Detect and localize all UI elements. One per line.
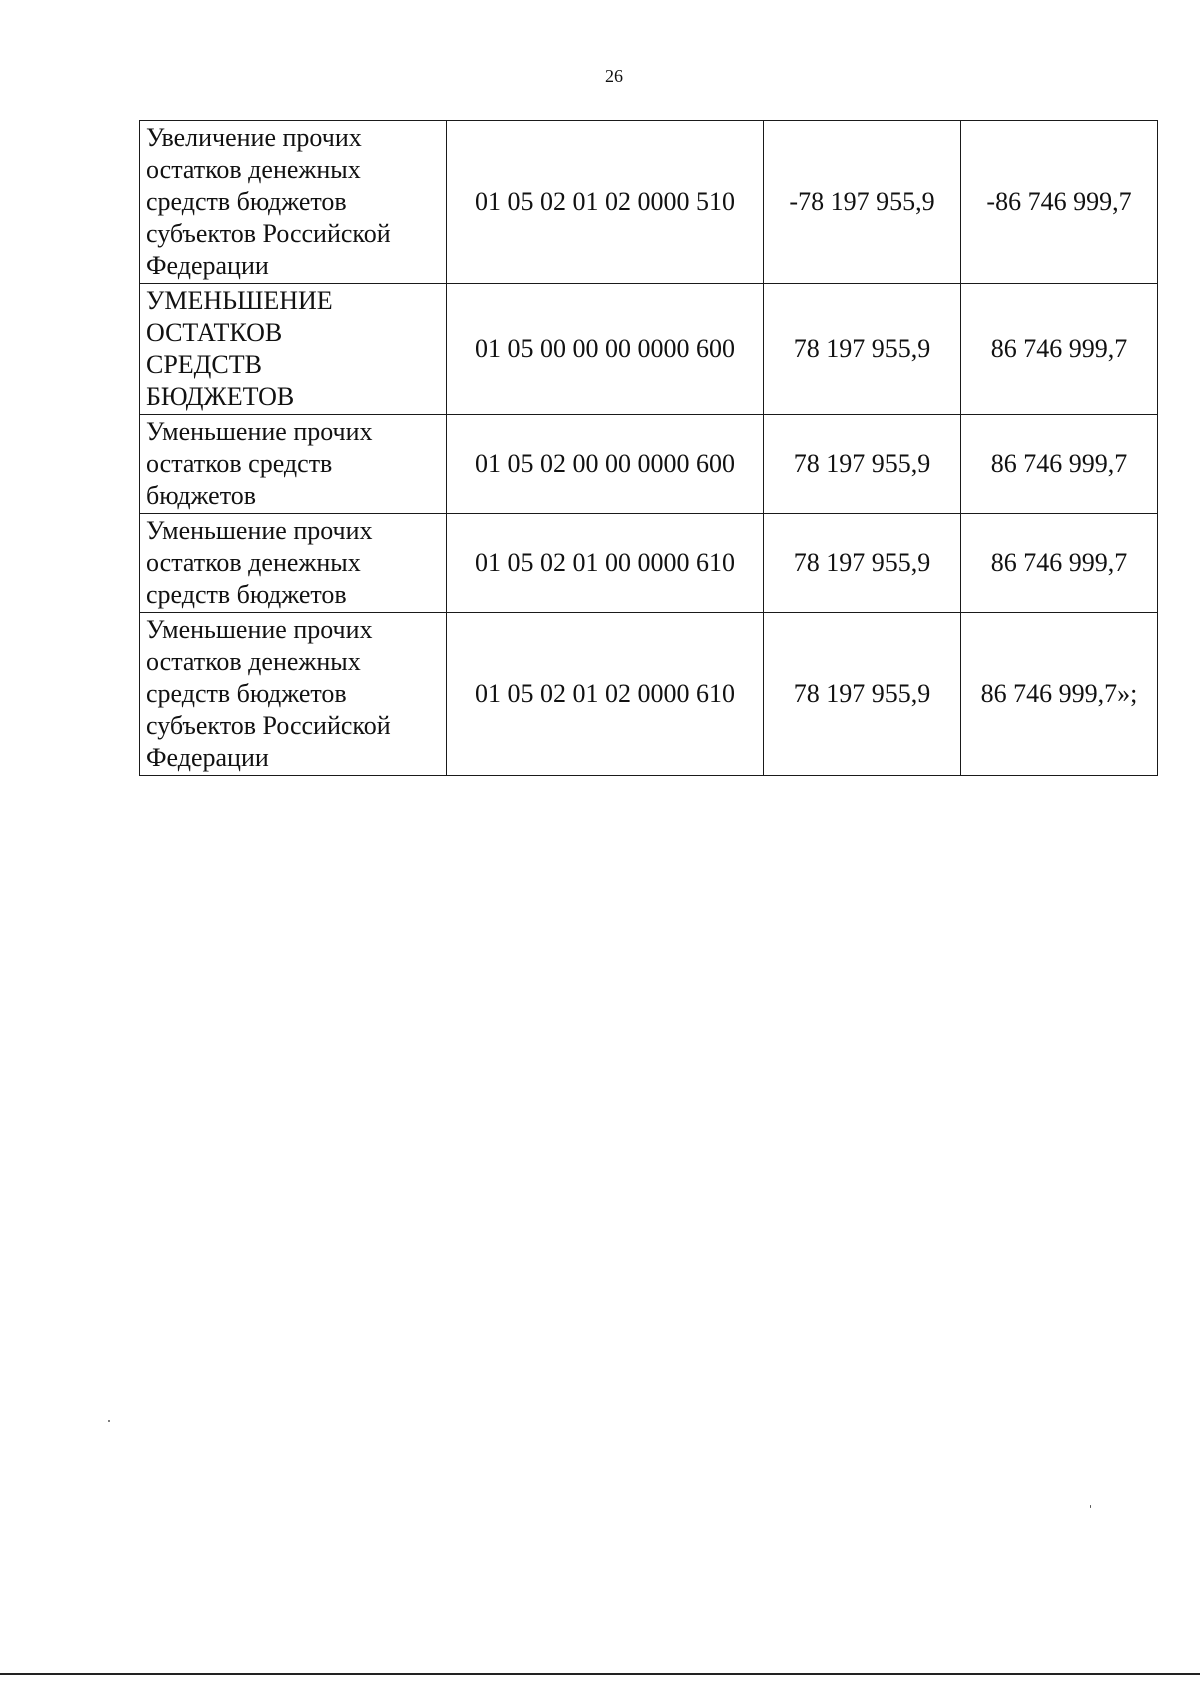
row-name-cell bbox=[140, 121, 447, 284]
table-row bbox=[140, 415, 1158, 514]
amount-year2-cell: 86 746 999,7 bbox=[961, 415, 1158, 514]
row-name-line: Уменьшение прочих bbox=[146, 516, 373, 545]
amount-year1-cell: 78 197 955,9 bbox=[764, 415, 961, 514]
row-name-line: средств бюджетов bbox=[146, 187, 347, 216]
budget-code-cell: 01 05 02 00 00 0000 600 bbox=[447, 415, 764, 514]
row-name-line: Уменьшение прочих bbox=[146, 417, 373, 446]
budget-code-cell: 01 05 02 01 00 0000 610 bbox=[447, 514, 764, 613]
row-name-line: остатков денежных bbox=[146, 647, 361, 676]
budget-code-cell: 01 05 02 01 02 0000 510 bbox=[447, 121, 764, 284]
row-name-line: остатков денежных bbox=[146, 548, 361, 577]
row-name-line: СРЕДСТВ bbox=[146, 350, 262, 379]
table-row bbox=[140, 613, 1158, 776]
scan-speck bbox=[108, 1420, 110, 1422]
row-name-cell bbox=[140, 284, 447, 415]
row-name-line: БЮДЖЕТОВ bbox=[146, 382, 295, 411]
row-name-cell bbox=[140, 613, 447, 776]
row-name-line: УМЕНЬШЕНИЕ bbox=[146, 286, 333, 315]
amount-year1-cell: 78 197 955,9 bbox=[764, 613, 961, 776]
amount-year2-cell: 86 746 999,7 bbox=[961, 514, 1158, 613]
row-name-line: остатков средств bbox=[146, 449, 333, 478]
amount-year1-cell: -78 197 955,9 bbox=[764, 121, 961, 284]
row-name-line: ОСТАТКОВ bbox=[146, 318, 283, 347]
budget-code-cell: 01 05 00 00 00 0000 600 bbox=[447, 284, 764, 415]
scan-speck bbox=[1090, 1505, 1091, 1508]
budget-code-cell: 01 05 02 01 02 0000 610 bbox=[447, 613, 764, 776]
table-row bbox=[140, 121, 1158, 284]
budget-sources-table bbox=[139, 120, 1158, 776]
footer-rule bbox=[0, 1673, 1200, 1675]
row-name-line: Увеличение прочих bbox=[146, 123, 362, 152]
amount-year2-cell: 86 746 999,7»; bbox=[961, 613, 1158, 776]
row-name-line: остатков денежных bbox=[146, 155, 361, 184]
amount-year1-cell: 78 197 955,9 bbox=[764, 284, 961, 415]
amount-year1-cell: 78 197 955,9 bbox=[764, 514, 961, 613]
row-name-cell bbox=[140, 415, 447, 514]
row-name-line: средств бюджетов bbox=[146, 679, 347, 708]
table-row bbox=[140, 284, 1158, 415]
amount-year2-cell: 86 746 999,7 bbox=[961, 284, 1158, 415]
page-number: 26 bbox=[605, 66, 623, 86]
row-name-cell bbox=[140, 514, 447, 613]
amount-year2-cell: -86 746 999,7 bbox=[961, 121, 1158, 284]
row-name-line: средств бюджетов bbox=[146, 580, 347, 609]
row-name-line: Федерации bbox=[146, 743, 269, 772]
row-name-line: Федерации bbox=[146, 251, 269, 280]
row-name-line: Уменьшение прочих bbox=[146, 615, 373, 644]
row-name-line: субъектов Российской bbox=[146, 219, 391, 248]
row-name-line: бюджетов bbox=[146, 481, 257, 510]
row-name-line: субъектов Российской bbox=[146, 711, 391, 740]
table-row bbox=[140, 514, 1158, 613]
